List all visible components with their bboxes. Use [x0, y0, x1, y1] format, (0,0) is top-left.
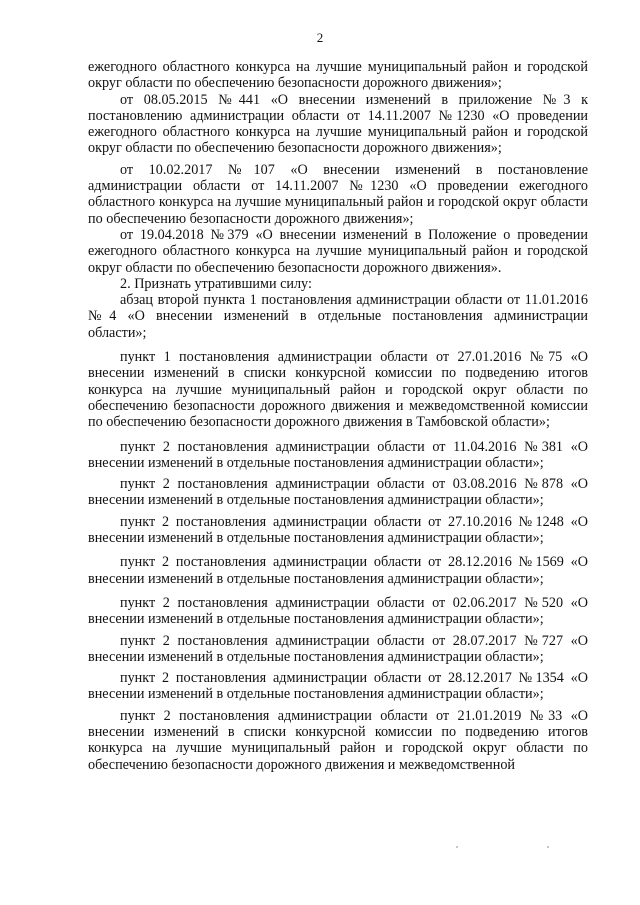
paragraph-repealed-2016-75: пункт 1 постановления администрации области от 27.01.2016 №75 «О внесении изменений в списки конкурсной комиссии по подведению итогов конкурса на лучшие муниципальный район и городской округ области по обеспечению безопасности дорожного движения и межведомственной комиссии по обеспечению безопасности дорожного движения в Тамбовской области»; [88, 349, 588, 431]
paragraph-amendment-2018: от 19.04.2018 №379 «О внесении изменений в Положение о проведении ежегодного областного конкурса на лучшие муниципальный район и городской округ области по обеспечению безопасности дорожного движения». [88, 226, 588, 276]
paragraph-repealed-2016-1248: пункт 2 постановления администрации области от 27.10.2016 №1248 «О внесении изменений в отдельные постановления администрации области»; [88, 513, 588, 547]
scan-speck [547, 846, 549, 848]
paragraph-continuation: ежегодного областного конкурса на лучшие муниципальный район и городской округ области по обеспечению безопасности дорожного движения»; [88, 59, 588, 92]
paragraph-item-2: 2. Признать утратившими силу: [120, 275, 312, 292]
paragraph-repealed-2017-727: пункт 2 постановления администрации области от 28.07.2017 №727 «О внесении изменений в отдельные постановления администрации области»; [88, 632, 588, 665]
paragraph-amendment-2017: от 10.02.2017 №107 «О внесении изменений в постановление администрации области от 14.11.2007 №1230 «О проведении ежегодного областного конкурса на лучшие муниципальный район и городской округ области по обеспечению безопасности дорожного движения»; [88, 161, 588, 227]
paragraph-repealed-2019-33: пункт 2 постановления администрации области от 21.01.2019 №33 «О внесении изменений в списки конкурсной комиссии по подведению итогов конкурса на лучшие муниципальный район и городской округ области по обеспечению безопасности дорожного движения и межведомственной [88, 707, 588, 773]
paragraph-repealed-2016-4: абзац второй пункта 1 постановления администрации области от 11.01.2016 №4 «О внесении изменений в отдельные постановления администрации области»; [88, 292, 588, 341]
paragraph-repealed-2017-1354: пункт 2 постановления администрации области от 28.12.2017 №1354 «О внесении изменений в отдельные постановления администрации области»; [88, 670, 588, 703]
paragraph-repealed-2016-381: пункт 2 постановления администрации области от 11.04.2016 №381 «О внесении изменений в отдельные постановления администрации области»; [88, 438, 588, 471]
scan-speck [456, 846, 458, 848]
paragraph-repealed-2016-1569: пункт 2 постановления администрации области от 28.12.2016 №1569 «О внесении изменений в отдельные постановления администрации области»; [88, 554, 588, 587]
paragraph-repealed-2017-520: пункт 2 постановления администрации области от 02.06.2017 №520 «О внесении изменений в отдельные постановления администрации области»; [88, 594, 588, 628]
document-body [88, 59, 588, 773]
page-number: 2 [316, 30, 324, 45]
paragraph-amendment-2015: от 08.05.2015 №441 «О внесении изменений в приложение №3 к постановлению администрации области от 14.11.2007 №1230 «О проведении ежегодного областного конкурса на лучшие муниципальный район и городской округ области по обеспечению безопасности дорожного движения»; [88, 91, 588, 157]
paragraph-repealed-2016-878: пункт 2 постановления администрации области от 03.08.2016 №878 «О внесении изменений в отдельные постановления администрации области»; [88, 476, 588, 509]
